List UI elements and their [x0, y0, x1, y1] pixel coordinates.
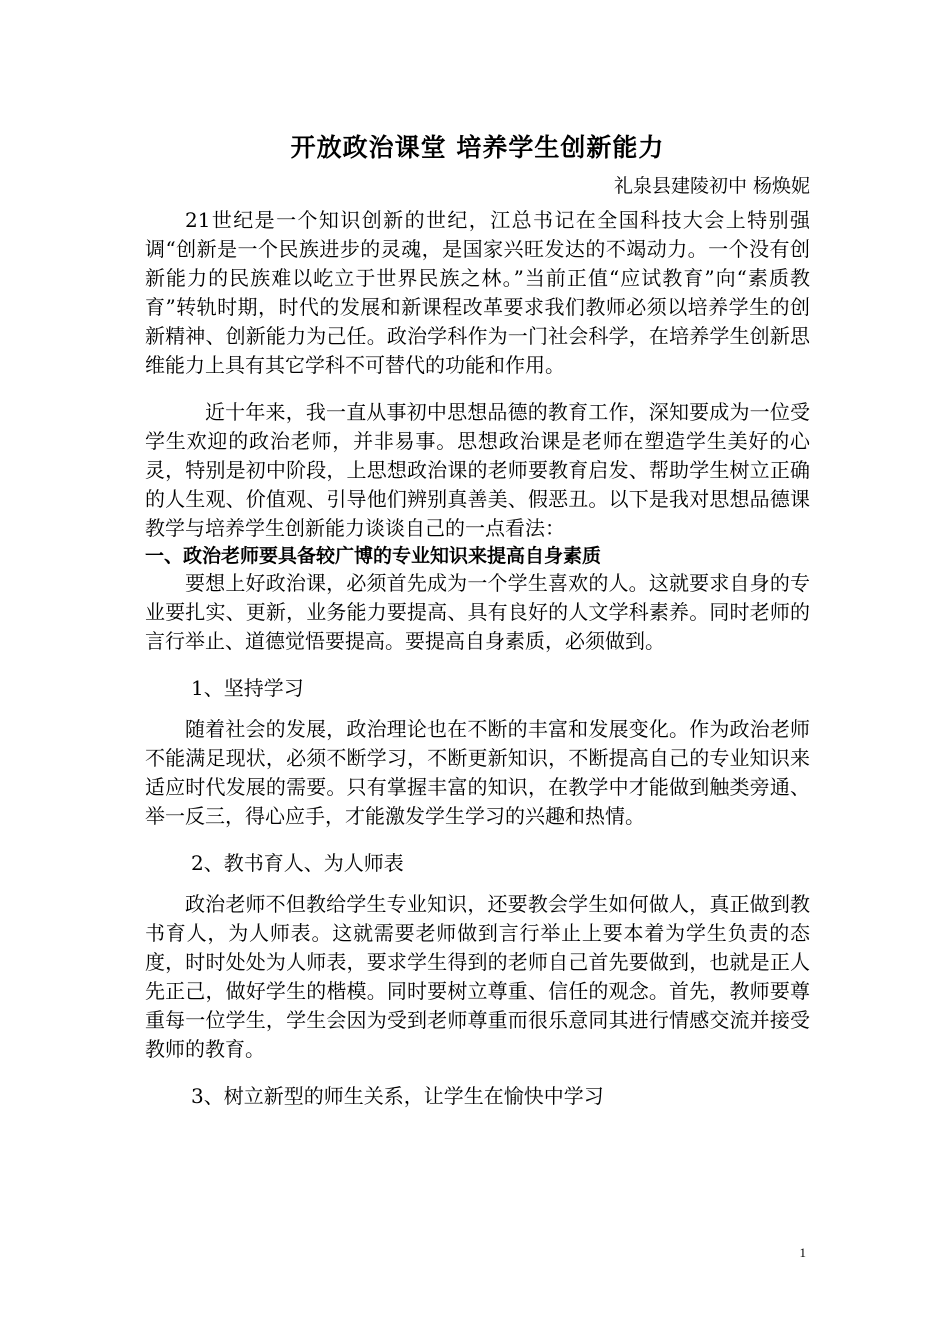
- subsection-1-paragraph: 随着社会的发展，政治理论也在不断的丰富和发展变化。作为政治老师不能满足现状，必须不断学习，不断更新知识，不断提高自己的专业知识来适应时代发展的需要。只有掌握丰富的知识，在教学中才能做到触类旁通、举一反三，得心应手，才能激发学生学习的兴趣和热情。: [145, 717, 810, 828]
- subsection-1-title: 1、坚持学习: [191, 676, 304, 700]
- second-paragraph: 近十年来，我一直从事初中思想品德的教育工作，深知要成为一位受学生欢迎的政治老师，并非易事。思想政治课是老师在塑造学生美好的心灵，特别是初中阶段，上思想政治课的老师要教育启发、帮助学生树立正确的人生观、价值观、引导他们辨别真善美、假恶丑。以下是我对思想品德课教学与培养学生创新能力谈谈自己的一点看法：: [145, 400, 810, 540]
- document-title: 开放政治课堂 培养学生创新能力: [290, 133, 665, 162]
- document-body: [145, 128, 810, 1111]
- section-heading: 一、政治老师要具备较广博的专业知识来提高自身素质: [145, 545, 602, 567]
- subsection-2-paragraph: 政治老师不但教给学生专业知识，还要教会学生如何做人，真正做到教书育人，为人师表。这就需要老师做到言行举止上要本着为学生负责的态度，时时处处为人师表，要求学生得到的老师自己首先要做到，也就是正人先正己，做好学生的楷模。同时要树立尊重、信任的观念。首先，教师要尊重每一位学生，学生会因为受到老师尊重而很乐意同其进行情感交流并接受教师的教育。: [145, 892, 810, 1061]
- author-line: 礼泉县建陵初中 杨焕妮: [613, 175, 810, 197]
- section-intro-paragraph: 要想上好政治课，必须首先成为一个学生喜欢的人。这就要求自身的专业要扎实、更新，业务能力要提高、具有良好的人文学科素养。同时老师的言行举止、道德觉悟要提高。要提高自身素质，必须做到。: [145, 571, 810, 653]
- intro-paragraph: 21世纪是一个知识创新的世纪，江总书记在全国科技大会上特别强调“创新是一个民族进步的灵魂，是国家兴旺发达的不竭动力。一个没有创新能力的民族难以屹立于世界民族之林。”当前正值“应试教育”向“素质教育”转轨时期，时代的发展和新课程改革要求我们教师必须以培养学生的创新精神、创新能力为己任。政治学科作为一门社会科学，在培养学生创新思维能力上具有其它学科不可替代的功能和作用。: [145, 208, 810, 377]
- subsection-3-title: 3、树立新型的师生关系，让学生在愉快中学习: [191, 1084, 604, 1108]
- page-number: 1: [799, 1245, 806, 1260]
- subsection-2-title: 2、教书育人、为人师表: [191, 851, 404, 875]
